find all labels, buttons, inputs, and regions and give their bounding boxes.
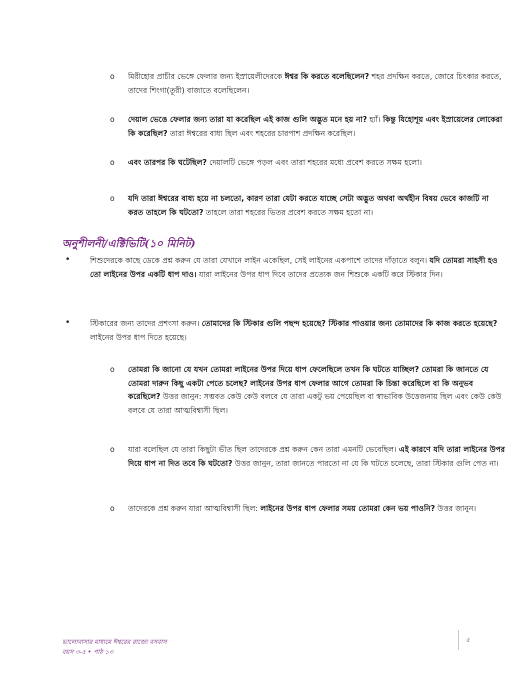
sub-bullet-item bbox=[110, 113, 505, 140]
paragraph-text: যদি তারা ঈশ্বরের বাধ্য হয়ে না চলতো, কারণ তারা যেটা করতে যাচ্ছে সেটা অদ্ভুত অথবা অর্থহীন বিষয় ভেবে কাজটি না করত তাহলে কি ঘটতো? তাহলে তারা শহরের ভিতর প্রবেশ করতে সক্ষম হতো না। bbox=[128, 194, 489, 217]
paragraph-text: তোমরা কি জানো যে যখন তোমরা লাইনের উপর দিয়ে ধাপ ফেলেছিলে তখন কি ঘটতে যাচ্ছিল? তোমরা কি জানতে যে তোমরা দারুন কিছু একটা পেতে চলেছ? লাইনের উপর ধাপ ফেলার আগে তোমরা কি চিন্তা করেছিলে বা কি অনুভব করেছিলে? উত্তর জানুন: সম্ভবত কেউ কেউ বলবে যে তারা একটু ভয় পেয়েছিল বা স্বাভাবিক উত্তেজনায় ছিল এবং কেউ কেউ বলবে যে তারা আত্মবিশ্বাসী ছিল। bbox=[128, 365, 502, 415]
bullet-item bbox=[65, 317, 505, 344]
paragraph-text: শিশুদেরকে কাছে ডেকে প্রশ্ন করুন যে তারা যেখানে লাইন একেছিল, সেই লাইনের একপাশে তাদের দাঁড়াতে বলুন। যদি তোমরা সাহসী হও তো লাইনের উপর একটি ধাপ দাও। যারা লাইনের উপর ধাপ দিবে তাদের প্রত্যেক জন শিশুকে একটি করে স্টিকার দিন। bbox=[90, 256, 498, 279]
paragraph-text: স্টিকারের জন্য তাদের প্রশংসা করুন। তোমাদের কি স্টিকার গুলি পছন্দ হয়েছে? স্টিকার পাওয়ার জন্য তোমাদের কি কাজ করতে হয়েছে? লাইনের উপর ধাপ দিতে হয়েছে। bbox=[90, 319, 498, 342]
sub-bullet-item bbox=[110, 502, 505, 516]
sub-bullet-marker: o bbox=[110, 365, 115, 374]
sub-bullet-marker: o bbox=[110, 194, 115, 203]
bullet-marker: • bbox=[65, 255, 71, 265]
paragraph-text: এবং তারপর কি ঘটেছিল? দেয়ালটি ভেঙ্গে পড়ল এবং তারা শহরের মধ্যে প্রবেশ করতে সক্ষম হলো। bbox=[128, 158, 422, 167]
page-number: ৫ bbox=[466, 636, 471, 644]
sub-bullet-marker: o bbox=[110, 445, 115, 454]
footer-divider bbox=[458, 630, 459, 650]
paragraph-text: তাদেরকে প্রশ্ন করুন যারা আত্মবিশ্বাসী ছিল: লাইনের উপর ধাপ ফেলার সময় তোমরা কেন ভয় পাওনি? উত্তর জানুন। bbox=[128, 504, 477, 513]
footer-line1: ভালোবাসার মাধ্যমে ঈশ্বরের রাজ্যে বসবাস bbox=[62, 639, 167, 646]
sub-bullet-marker: o bbox=[110, 115, 115, 124]
sub-bullet-item bbox=[110, 192, 505, 219]
footer-line2: বয়স ৩-৫ • পাঠ ১৩ bbox=[62, 649, 114, 656]
paragraph-text: যারা বলেছিল যে তারা কিছুটা ভীত ছিল তাদেরকে প্রশ্ন করুন কেন তারা এমনটি ভেবেছিল। এই কারণে যদি তারা লাইনের উপর দিয়ে ধাপ না দিত তবে কি ঘটতো? উত্তর জানুন, তারা জানতে পারতো না যে কি ঘটতে চলেছে, তারা স্টিকার গুলি পেত না। bbox=[128, 445, 505, 468]
sub-bullet-item bbox=[110, 70, 505, 97]
activity-heading: অনুশীলনী/এক্টিভিটি(১০ মিনিট) bbox=[62, 238, 196, 250]
sub-bullet-item bbox=[110, 443, 505, 470]
paragraph-text: দেয়াল ভেঙে ফেলার জন্য তারা যা করেছিল এই কাজ গুলি অদ্ভুত মনে হয় না? হ্যাঁ। কিন্তু যিহোশূয় এবং ইস্রায়েলের লোকেরা কি করেছিল? তারা ঈশ্বরের বাধ্য ছিল এবং শহরের চারপাশ প্রদক্ষিন করেছিল। bbox=[128, 115, 503, 138]
bullet-item bbox=[65, 254, 505, 281]
sub-bullet-marker: o bbox=[110, 158, 115, 167]
paragraph-text: মিরীহোর প্রাচীর ভেঙ্গে ফেলার জন্য ইস্রায়েলীদেরকে ঈশ্বর কি করতে বলেছিলেন? শহর প্রদক্ষিন করতে, জোরে চিৎকার করতে, তাদের শিংগা(তূরী) বাজাতে বলেছিলেন। bbox=[128, 72, 502, 95]
sub-bullet-item bbox=[110, 156, 505, 170]
footer-title bbox=[62, 638, 167, 658]
bullet-marker: • bbox=[65, 318, 71, 328]
sub-bullet-marker: o bbox=[110, 72, 115, 81]
sub-bullet-item bbox=[110, 363, 505, 417]
sub-bullet-marker: o bbox=[110, 504, 115, 513]
